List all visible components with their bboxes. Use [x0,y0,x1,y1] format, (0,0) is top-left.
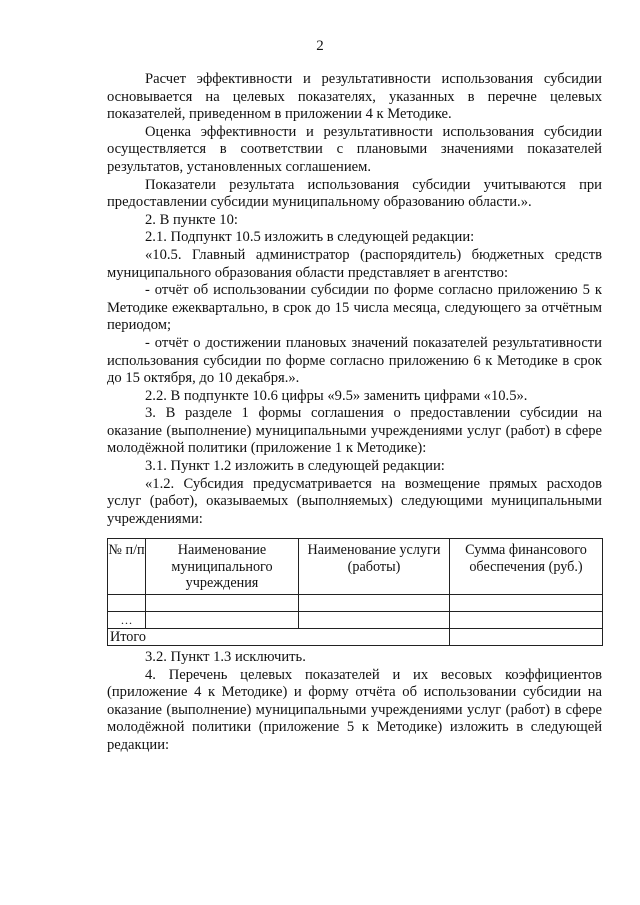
paragraph: 4. Перечень целевых показателей и их весовых коэффициентов (приложение 4 к Методике) и форму отчёта об использовании субсидии на оказание (выполнение) муниципальными учреждениями услуг (работ) в сфере молодёжной политики (приложение 5 к Методике) изложить в следующей редакции: [107,666,602,753]
table-header-row [108,539,603,595]
paragraph: 2.1. Подпункт 10.5 изложить в следующей редакции: [145,229,475,246]
column-header-number: № п/п [108,539,146,595]
table-cell [146,611,299,628]
table-total-row [108,628,603,646]
subsidy-table [107,538,603,646]
table-cell [108,594,146,611]
table-cell [450,611,603,628]
paragraph: Показатели результата использования субсидии учитываются при предоставлении субсидии муниципальному образованию области.». [107,176,602,211]
paragraph: 3.1. Пункт 1.2 изложить в следующей редакции: [145,458,445,475]
column-header-amount: Сумма финансового обеспечения (руб.) [450,539,603,595]
paragraph: 3. В разделе 1 формы соглашения о предоставлении субсидии на оказание (выполнение) муниципальными учреждениями услуг (работ) в сфере молодёжной политики (приложение 1 к Методике): [107,405,602,457]
paragraph: 2. В пункте 10: [145,211,238,228]
paragraph: Расчет эффективности и результативности использования субсидии основывается на целевых показателях, указанных в перечне целевых показателей, приведенном в приложении 4 к Методике. [107,71,602,123]
table-row [108,594,603,611]
paragraph: Оценка эффективности и результативности использования субсидии осуществляется в соответствии с плановыми значениями показателей результатов, установленных соглашением. [107,123,602,175]
table-cell-ellipsis: … [108,611,146,628]
total-label: Итого [108,628,450,646]
table-cell [450,594,603,611]
body-text [107,71,602,528]
table-row [108,611,603,628]
paragraph: - отчёт об использовании субсидии по форме согласно приложению 5 к Методике ежеквартально, в срок до 15 числа месяца, следующего за отчётным периодом; [107,282,602,334]
column-header-service: Наименование услуги (работы) [299,539,450,595]
table-cell [299,611,450,628]
paragraph: 2.2. В подпункте 10.6 цифры «9.5» заменить цифрами «10.5». [145,387,528,404]
body-text-after-table [107,649,602,755]
paragraph: 3.2. Пункт 1.3 исключить. [145,649,306,665]
table-cell [146,594,299,611]
paragraph: «1.2. Субсидия предусматривается на возмещение прямых расходов услуг (работ), оказываемых (выполняемых) следующими муниципальными учреждениями: [107,475,602,527]
page-number: 2 [316,38,324,54]
total-value-cell [450,628,603,646]
column-header-institution: Наименование муниципального учреждения [146,539,299,595]
paragraph: «10.5. Главный администратор (распорядитель) бюджетных средств муниципального образования области представляет в агентство: [107,246,602,281]
table-cell [299,594,450,611]
paragraph: - отчёт о достижении плановых значений показателей результативности использования субсидии по форме согласно приложению 6 к Методике в срок до 15 октября, до 10 декабря.». [107,334,602,387]
